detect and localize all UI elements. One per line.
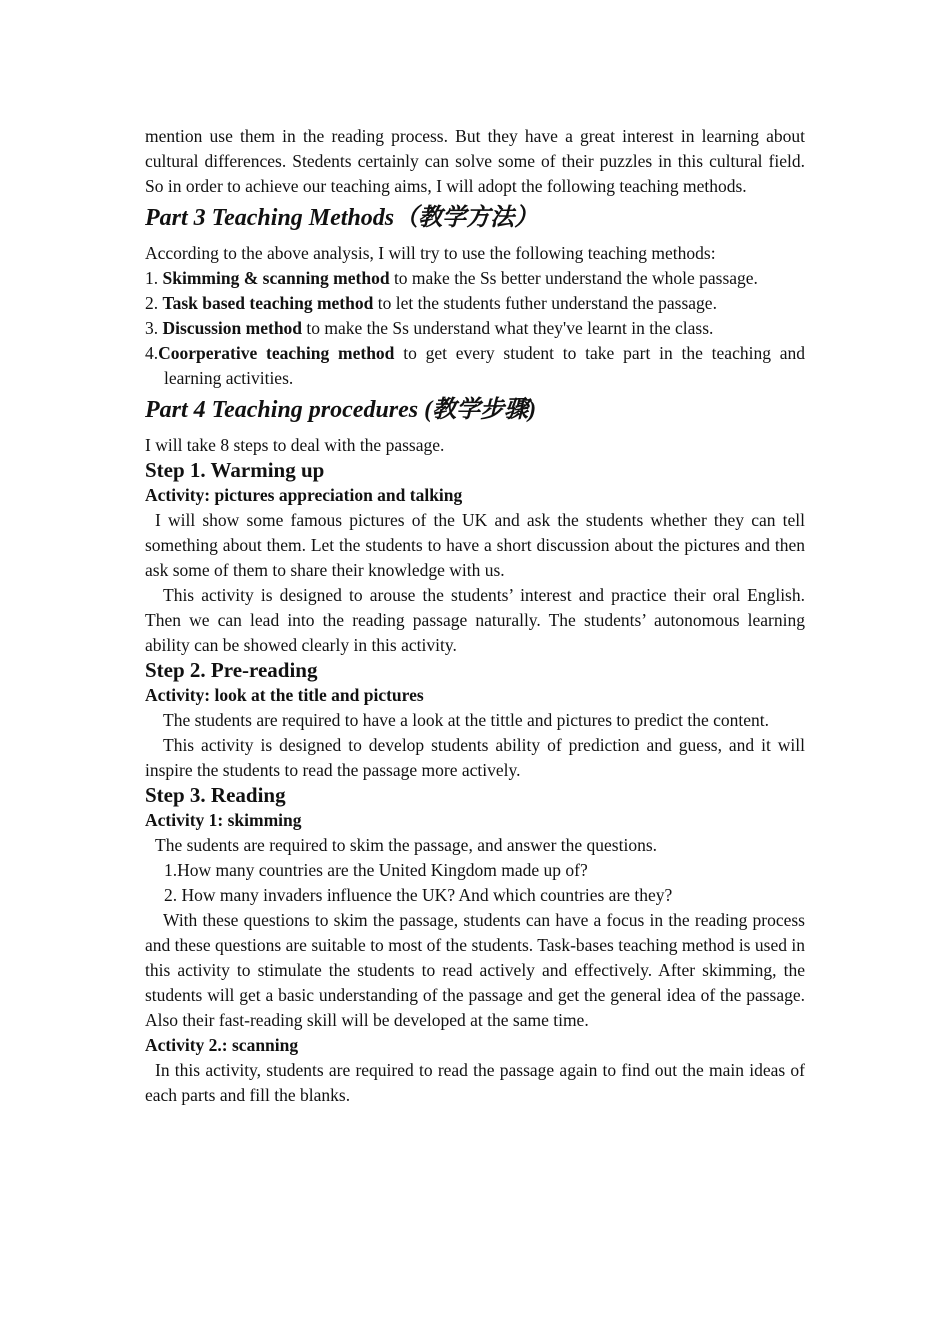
step1-paragraph-2: This activity is designed to arouse the students’ interest and practice their oral English. Then we can lead into the reading passage naturally. The students’ autonomous learning ability can be showed clearly in this activity. — [145, 585, 805, 655]
part3-heading: Part 3 Teaching Methods（教学方法） — [145, 205, 539, 231]
method-item-1 — [145, 266, 805, 291]
intro-paragraph: mention use them in the reading process. But they have a great interest in learning about cultural differences. Stedents certainly can solve some of their puzzles in this cultural field. So in order to achieve our teaching aims, I will adopt the following teaching methods. — [145, 126, 805, 196]
step3-activity-2-paragraph: In this activity, students are required to read the passage again to find out the main ideas of each parts and fill the blanks. — [145, 1060, 805, 1105]
step3-activity-1-paragraph: With these questions to skim the passage, students can have a focus in the reading process and these questions are suitable to most of the students. Task-bases teaching method is used in this activity to stimulate the students to read actively and effectively. After skimming, the students will get a basic understanding of the passage and get the general idea of the passage. Also their fast-reading skill will be developed at the same time. — [145, 910, 805, 1030]
step2-paragraph-2: This activity is designed to develop students ability of prediction and guess, and it will inspire the students to read the passage more actively. — [145, 735, 805, 780]
step2-activity: Activity: look at the title and pictures — [145, 685, 424, 705]
step2-paragraph-1: The students are required to have a look at the tittle and pictures to predict the content. — [163, 710, 769, 730]
part4-heading: Part 4 Teaching procedures (教学步骤) — [145, 397, 537, 423]
method-description: to make the Ss understand what they've learnt in the class. — [302, 318, 714, 338]
step1-title: Step 1. Warming up — [145, 458, 325, 482]
method-item-4 — [145, 341, 805, 391]
method-number: 4. — [145, 343, 159, 363]
method-number: 2. — [145, 293, 163, 313]
method-item-3 — [145, 316, 805, 341]
method-number: 1. — [145, 268, 163, 288]
method-description: to get every student to take part in the teaching and learning activities. — [164, 343, 806, 388]
method-description: to let the students futher understand the passage. — [373, 293, 717, 313]
method-name: Skimming & scanning method — [162, 268, 390, 288]
part3-lead: According to the above analysis, I will try to use the following teaching methods: — [145, 243, 716, 263]
method-description: to make the Ss better understand the whole passage. — [389, 268, 758, 288]
question-1: 1.How many countries are the United Kingdom made up of? — [164, 860, 588, 880]
question-2: 2. How many invaders influence the UK? And which countries are they? — [164, 885, 673, 905]
method-name: Coorperative teaching method — [158, 343, 395, 363]
step3-activity-1-intro: The sudents are required to skim the passage, and answer the questions. — [155, 835, 658, 855]
method-number: 3. — [145, 318, 163, 338]
step1-activity: Activity: pictures appreciation and talking — [145, 485, 463, 505]
method-name: Discussion method — [162, 318, 303, 338]
part4-lead: I will take 8 steps to deal with the passage. — [145, 435, 445, 455]
method-name: Task based teaching method — [162, 293, 374, 313]
step2-title: Step 2. Pre-reading — [145, 658, 318, 682]
step3-title: Step 3. Reading — [145, 783, 286, 807]
step3-activity-2: Activity 2.: scanning — [145, 1035, 299, 1055]
step1-paragraph-1: I will show some famous pictures of the UK and ask the students whether they can tell something about them. Let the students to have a short discussion about the pictures and then ask some of them to share their knowledge with us. — [145, 510, 805, 580]
step3-activity-1: Activity 1: skimming — [145, 810, 302, 830]
method-item-2 — [145, 291, 805, 316]
